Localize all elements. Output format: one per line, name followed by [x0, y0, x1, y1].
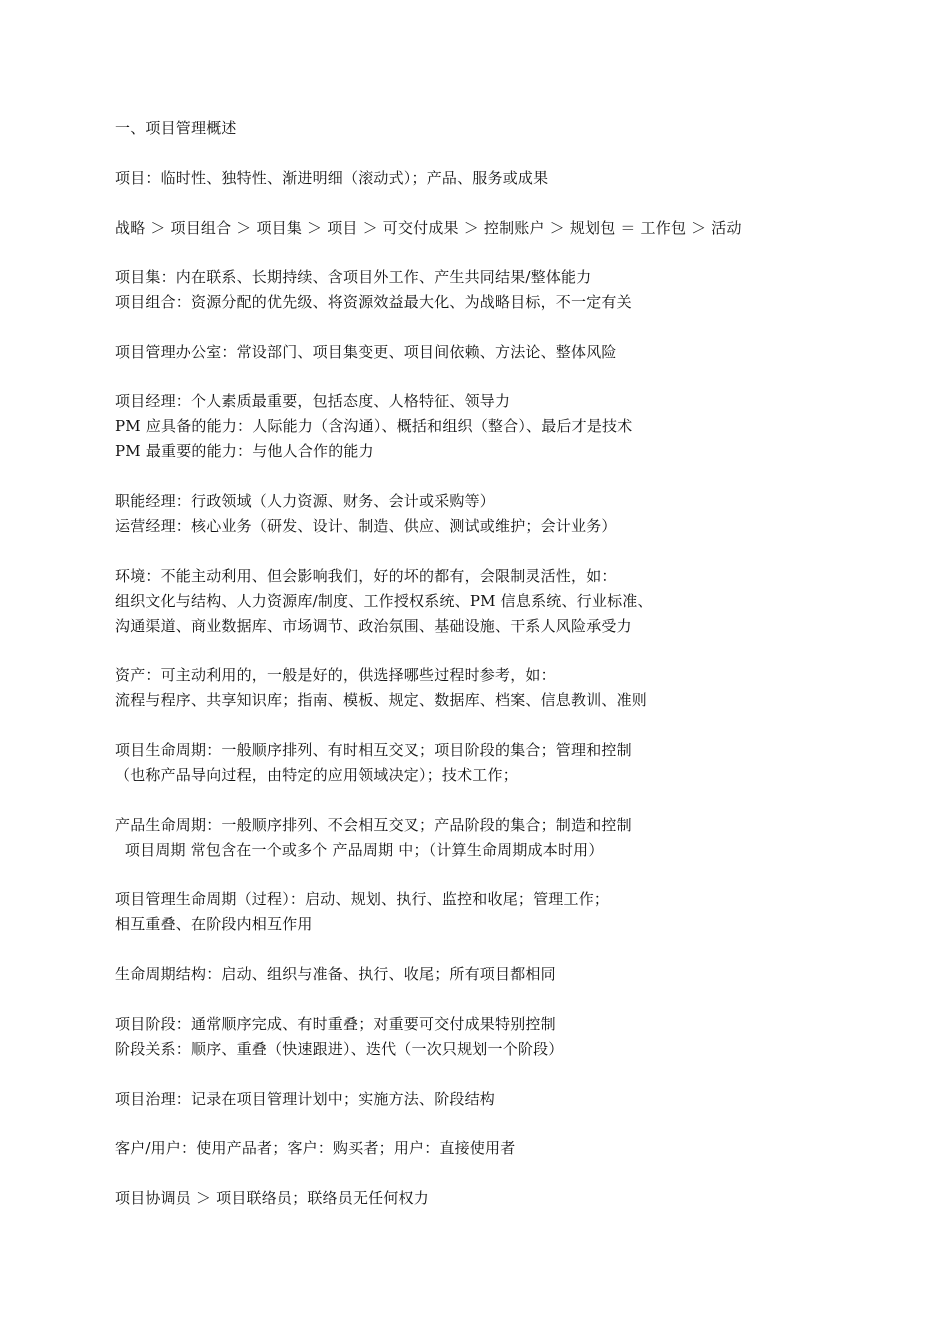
text-line: 阶段关系：顺序、重叠（快速跟进）、迭代（一次只规划一个阶段） [115, 1040, 564, 1058]
text-line: 客户/用户：使用产品者；客户：购买者；用户：直接使用者 [115, 1139, 516, 1157]
text-line: 运营经理：核心业务（研发、设计、制造、供应、测试或维护；会计业务） [115, 517, 617, 535]
text-line: （也称产品导向过程，由特定的应用领域决定）；技术工作； [115, 766, 518, 784]
text-line: 沟通渠道、商业数据库、市场调节、政治氛围、基础设施、干系人风险承受力 [115, 617, 632, 635]
text-line: PM 最重要的能力：与他人合作的能力 [115, 442, 374, 460]
text-line: 项目生命周期：一般顺序排列、有时相互交叉；项目阶段的集合；管理和控制 [115, 741, 632, 759]
text-line: 产品生命周期：一般顺序排列、不会相互交叉；产品阶段的集合；制造和控制 [115, 816, 632, 834]
text-line: 项目阶段：通常顺序完成、有时重叠；对重要可交付成果特别控制 [115, 1015, 556, 1033]
text-line: 战略 ＞ 项目组合 ＞ 项目集 ＞ 项目 ＞ 可交付成果 ＞ 控制账户 ＞ 规划包 ＝ 工作包 ＞ 活动 [115, 219, 742, 237]
text-line: PM 应具备的能力：人际能力（含沟通）、概括和组织（整合）、最后才是技术 [115, 417, 633, 435]
text-line: 环境：不能主动利用、但会影响我们，好的坏的都有，会限制灵活性，如： [115, 567, 617, 585]
text-line: 生命周期结构：启动、组织与准备、执行、收尾；所有项目都相同 [115, 965, 556, 983]
text-line: 流程与程序、共享知识库；指南、模板、规定、数据库、档案、信息教训、准则 [115, 691, 648, 709]
text-line: 项目治理：记录在项目管理计划中；实施方法、阶段结构 [115, 1090, 496, 1108]
text-line: 资产：可主动利用的，一般是好的，供选择哪些过程时参考，如： [115, 666, 556, 684]
text-line: 项目周期 常包含在一个或多个 产品周期 中；（计算生命周期成本时用） [115, 841, 604, 859]
text-line: 项目管理办公室：常设部门、项目集变更、项目间依赖、方法论、整体风险 [115, 343, 617, 361]
text-line: 组织文化与结构、人力资源库/制度、工作授权系统、PM 信息系统、行业标准、 [115, 592, 653, 610]
text-line: 项目组合：资源分配的优先级、将资源效益最大化、为战略目标，不一定有关 [115, 293, 632, 311]
text-line: 项目协调员 ＞ 项目联络员；联络员无任何权力 [115, 1189, 429, 1207]
text-line: 职能经理：行政领域（人力资源、财务、会计或采购等） [115, 492, 496, 510]
text-line: 项目经理：个人素质最重要，包括态度、人格特征、领导力 [115, 392, 511, 410]
text-line: 项目集：内在联系、长期持续、含项目外工作、产生共同结果/整体能力 [115, 268, 592, 286]
text-line: 项目：临时性、独特性、渐进明细（滚动式）；产品、服务或成果 [115, 169, 549, 187]
text-line: 相互重叠、在阶段内相互作用 [115, 915, 313, 933]
text-line: 项目管理生命周期（过程）：启动、规划、执行、监控和收尾；管理工作； [115, 890, 610, 908]
section-heading: 一、项目管理概述 [115, 119, 237, 137]
